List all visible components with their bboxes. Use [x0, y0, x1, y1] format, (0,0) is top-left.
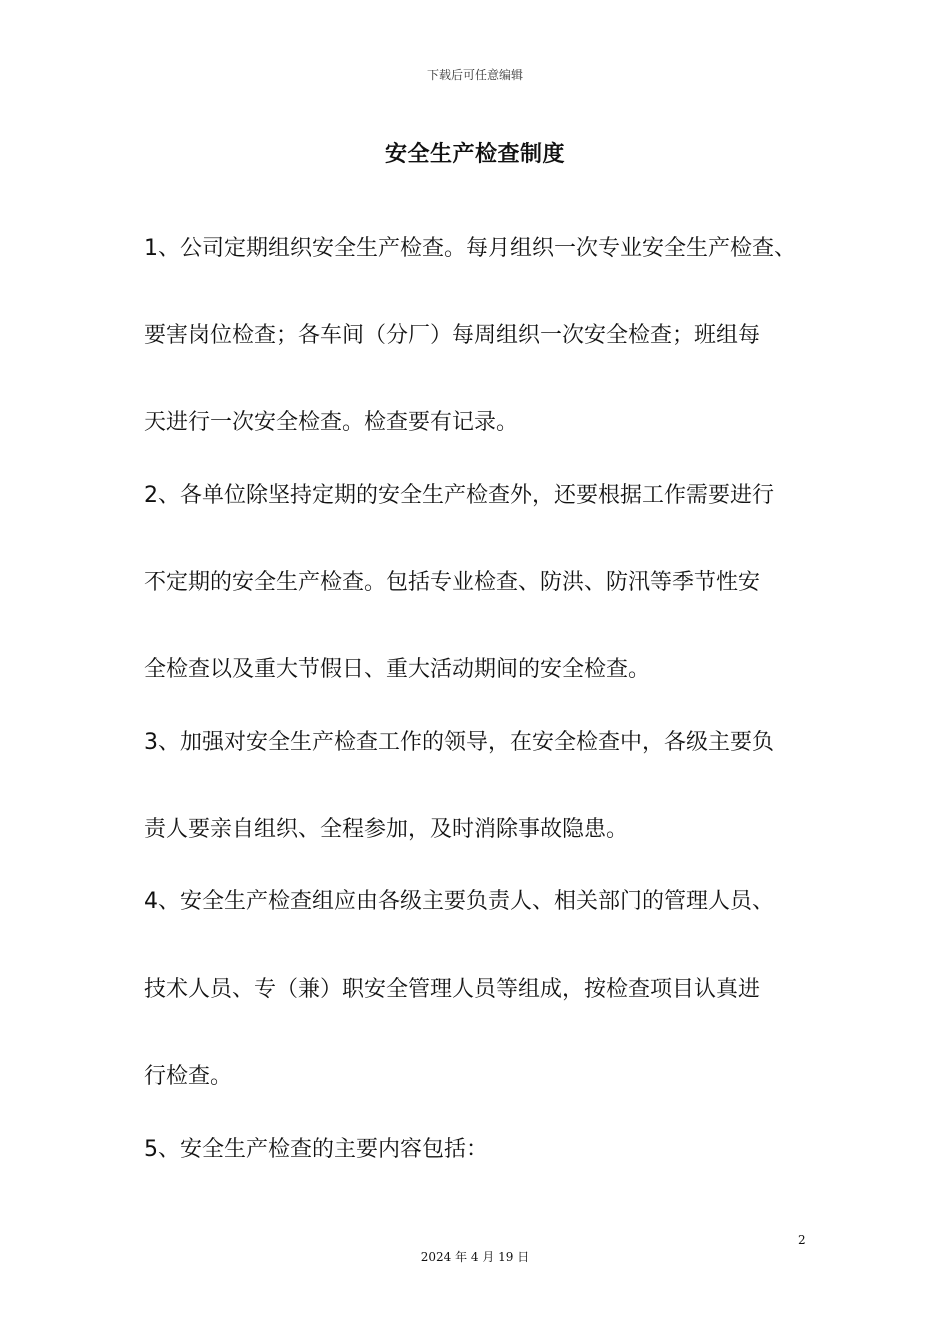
- body-line: 不定期的安全生产检查。包括专业检查、防洪、防汛等季节性安: [144, 570, 761, 595]
- body-line: 全检查以及重大节假日、重大活动期间的安全检查。: [144, 657, 651, 682]
- body-line: 行检查。: [144, 1064, 233, 1089]
- body-line: 1、公司定期组织安全生产检查。每月组织一次专业安全生产检查、: [144, 236, 796, 261]
- body-line: 2、各单位除坚持定期的安全生产检查外，还要根据工作需要进行: [144, 483, 774, 508]
- document-title: 安全生产检查制度: [384, 142, 565, 167]
- body-line: 天进行一次安全检查。检查要有记录。: [144, 410, 519, 435]
- header-note: 下载后可任意编辑: [426, 68, 523, 82]
- body-line: 技术人员、专（兼）职安全管理人员等组成，按检查项目认真进: [144, 977, 761, 1002]
- body-line: 3、加强对安全生产检查工作的领导，在安全检查中，各级主要负: [144, 730, 774, 755]
- page-number: 2: [798, 1233, 806, 1247]
- body-line: 要害岗位检查；各车间（分厂）每周组织一次安全检查；班组每: [144, 323, 761, 348]
- body-line: 5、安全生产检查的主要内容包括：: [144, 1137, 488, 1162]
- footer-date: 2024 年 4 月 19 日: [420, 1250, 530, 1264]
- body-line: 4、安全生产检查组应由各级主要负责人、相关部门的管理人员、: [144, 889, 774, 914]
- body-line: 责人要亲自组织、全程参加，及时消除事故隐患。: [144, 817, 629, 842]
